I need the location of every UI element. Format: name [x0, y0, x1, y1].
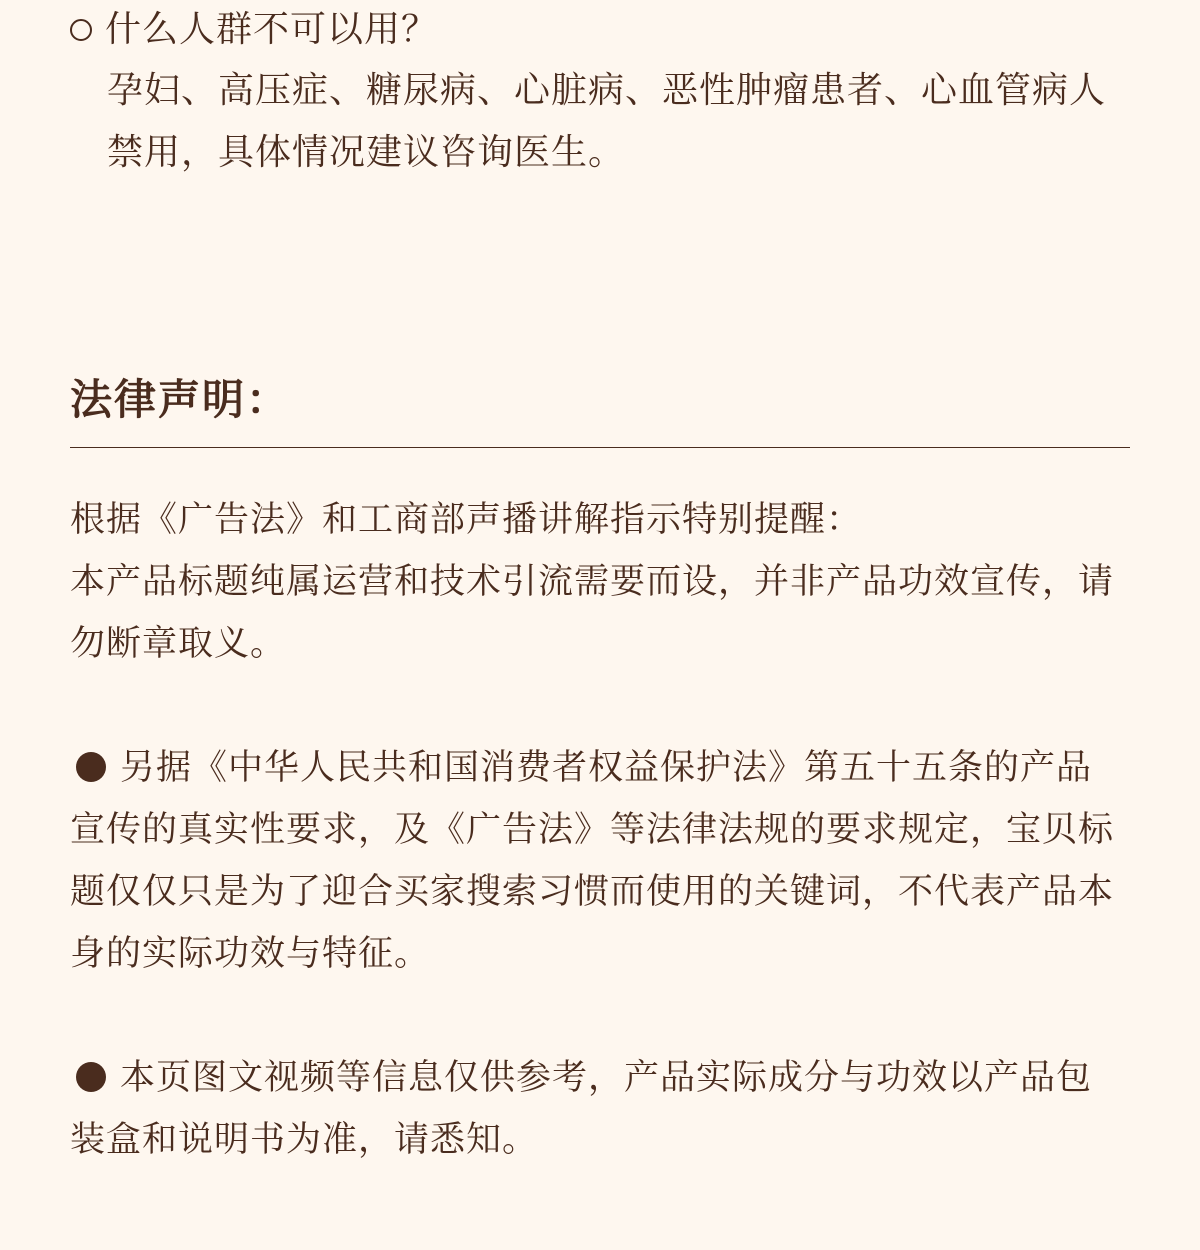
legal-title: 法律声明： [70, 375, 291, 424]
faq-question [70, 2, 1130, 58]
intro-line-1: 根据《广告法》和工商部声播讲解指示特别提醒： [70, 500, 863, 540]
faq-section [70, 2, 1130, 184]
legal-intro [70, 489, 1115, 675]
legal-bullet-1 [70, 737, 1115, 985]
faq-question-text: 什么人群不可以用？ [105, 9, 439, 50]
title-divider [70, 447, 1130, 448]
legal-bullet-text: 另据《中华人民共和国消费者权益保护法》第五十五条的产品宣传的真实性要求，及《广告法》等法律法规的要求规定，宝贝标题仅仅只是为了迎合买家搜索习惯而使用的关键词，不代表产品本身的实际功效与特征。 [70, 748, 1115, 974]
faq-answer: 孕妇、高压症、糖尿病、心脏病、恶性肿瘤患者、心血管病人禁用，具体情况建议咨询医生。 [107, 70, 1107, 173]
legal-bullet-text: 本页图文视频等信息仅供参考，产品实际成分与功效以产品包装盒和说明书为准，请悉知。 [70, 1058, 1093, 1160]
intro-line-2: 本产品标题纯属运营和技术引流需要而设，并非产品功效宣传，请勿断章取义。 [70, 562, 1115, 664]
filled-dot-icon [76, 1062, 106, 1092]
filled-dot-icon [76, 752, 106, 782]
legal-bullet-2 [70, 1047, 1115, 1171]
hollow-circle-icon [70, 19, 92, 41]
